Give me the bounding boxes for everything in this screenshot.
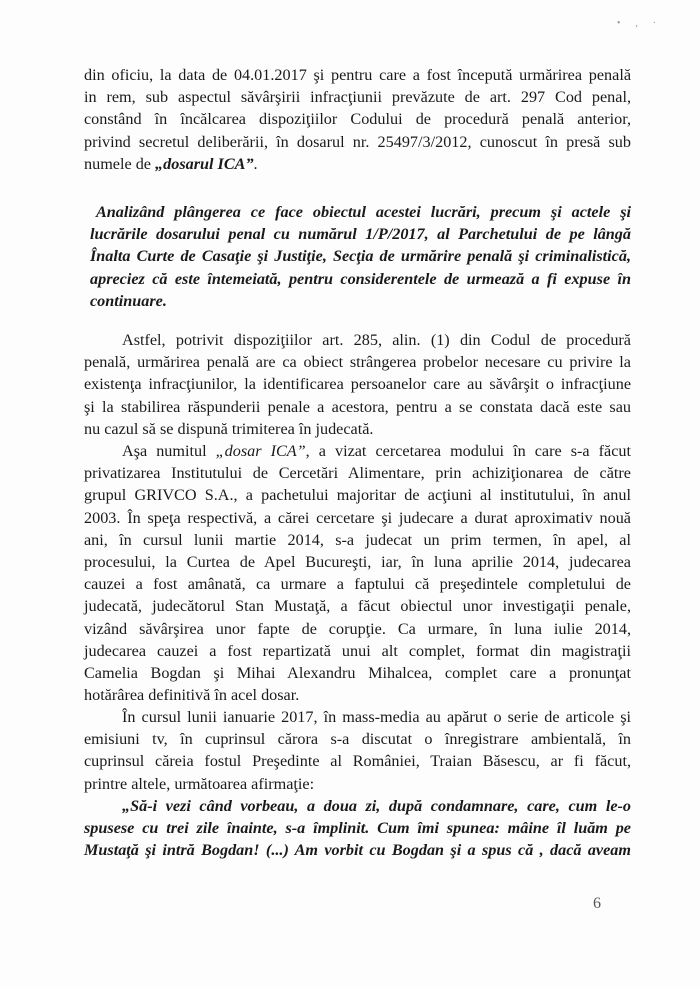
paragraph-legal-basis [84, 329, 631, 440]
text-line: Înalta Curte de Casaţie şi Justiţie, Secţia de urmărire penală şi criminalistică, [90, 247, 631, 266]
text-line: 2003. În speţa respectivă, a cărei cercetare şi judecare a durat aproximativ nouă [84, 508, 631, 527]
text-line: şi la stabilirea răspunderii penale a acestora, pentru a se constata dacă este sau [84, 397, 631, 416]
text-line: grupul GRIVCO S.A., a pachetului majoritar de acţiuni al institutului, în anul [84, 486, 631, 505]
dosar-ica-reference: „dosar ICA” [215, 442, 306, 460]
paragraph-analysis [90, 201, 631, 312]
text-line: nu cazul să se dispună trimiterea în judecată. [84, 419, 374, 438]
text-line: emisiuni tv, în cuprinsul cărora s-a discutat o înregistrare ambientală, în [84, 730, 631, 749]
text-line: spusese cu trei zile înainte, s-a împlinit. Cum îmi spunea: mâine îl luăm pe [84, 819, 631, 838]
text-line: privatizarea Institutului de Cercetări Alimentare, prin achiziţionarea de către [84, 464, 631, 483]
text-line: Astfel, potrivit dispoziţiilor art. 285, alin. (1) din Codul de procedură [122, 331, 631, 349]
page-number: 6 [593, 895, 601, 912]
text-line: judecată, judecătorul Stan Mustaţă, a făcut obiectul unor investigaţii penale, [84, 597, 631, 616]
quote-block [84, 795, 631, 862]
text-line: Mustaţă şi intră Bogdan! (...) Am vorbit cu Bogdan şi a spus că , dacă aveam [84, 841, 631, 860]
text-line: continuare. [90, 291, 167, 310]
text-line: lucrările dosarului penal cu numărul 1/P/2017, al Parchetului de pe lângă [90, 225, 631, 244]
text-line: printre altele, următoarea afirmaţie: [84, 774, 315, 793]
text-fragment: Aşa numitul [122, 442, 216, 460]
text-line: privind secretul deliberării, în dosarul nr. 25497/3/2012, cunoscut în presă sub [84, 132, 631, 151]
text-fragment: , a vizat cercetarea modului în care s-a făcut [305, 442, 631, 460]
text-line: hotărârea definitivă în acel dosar. [84, 686, 300, 705]
text-line: apreciez că este întemeiată, pentru considerentele de urmează a fi expuse în [90, 269, 631, 288]
paragraph-intro [84, 64, 631, 175]
text-line: procesului, la Curtea de Apel Bucureşti, iar, în luna aprilie 2014, judecarea [84, 553, 631, 572]
text-line: În cursul lunii ianuarie 2017, în mass-media au apărut o serie de articole şi [122, 708, 631, 726]
text-line: cauzei a fost amânată, ca urmare a faptului că preşedintele completului de [84, 575, 631, 594]
text-fragment: numele de [84, 154, 156, 173]
text-line: judecarea cauzei a fost repartizată unui alt complet, format din magistraţii [84, 641, 631, 660]
text-line: „Să-i vezi când vorbeau, a doua zi, după condamnare, care, cum le-o [122, 797, 631, 815]
scan-marks: • ‚ · [616, 18, 662, 29]
text-line: din oficiu, la data de 04.01.2017 şi pentru care a fost începută urmărirea penală [84, 66, 631, 84]
text-line: cuprinsul căreia fostul Preşedinte al României, Traian Băsescu, ar fi făcut, [84, 752, 631, 771]
text-line [84, 153, 631, 175]
text-line: constând în încălcarea dispoziţiilor Codului de procedură penală anterior, [84, 110, 631, 129]
text-line: ani, în cursul lunii martie 2014, s-a judecat un prim termen, în apel, al [84, 530, 631, 549]
text-line: existenţa infracţiunilor, la identificarea persoanelor care au săvârşit o infracţiune [84, 375, 631, 394]
text-line [84, 440, 631, 462]
paragraph-dosar-ica [84, 440, 631, 706]
text-fragment: . [253, 154, 258, 173]
text-line: penală, urmărirea penală are ca obiect strângerea probelor necesare cu privire la [84, 353, 631, 372]
text-line: vizând săvârşirea unor fapte de corupţie. Ca urmare, în luna iulie 2014, [84, 619, 631, 638]
text-line: in rem, sub aspectul săvârşirii infracţiunii prevăzute de art. 297 Cod penal, [84, 88, 631, 107]
text-line: Analizând plângerea ce face obiectul acestei lucrări, precum şi actele şi [96, 203, 631, 221]
text-line: Camelia Bogdan şi Mihai Alexandru Mihalcea, complet care a pronunţat [84, 664, 631, 683]
paragraph-mass-media [84, 706, 631, 795]
dosar-ica-reference: „dosarul ICA” [155, 154, 254, 173]
